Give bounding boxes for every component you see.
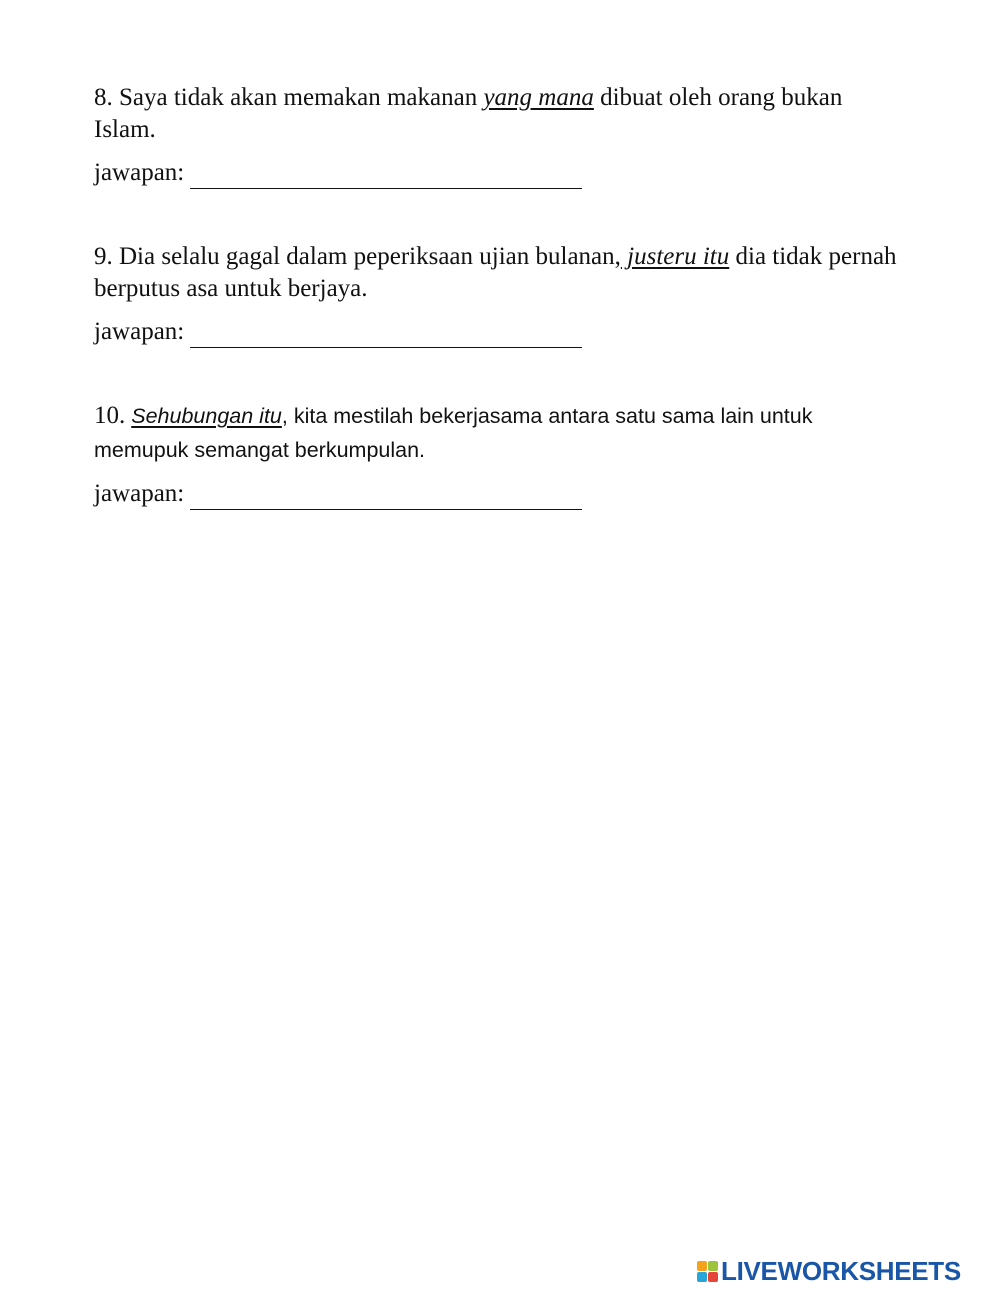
question-number: 8. — [94, 84, 113, 111]
logo-mark-icon — [697, 1261, 718, 1282]
logo-mark-tile — [708, 1272, 718, 1282]
logo-mark-tile — [697, 1261, 707, 1271]
highlighted-phrase: Sehubungan itu — [131, 404, 282, 428]
answer-field-10[interactable] — [190, 487, 582, 510]
answer-label: jawapan: — [94, 480, 185, 507]
question-text-after: dibuat oleh orang bukan Islam. — [94, 84, 843, 143]
answer-label: jawapan: — [94, 159, 185, 186]
answer-row-8 — [94, 157, 582, 189]
answer-field-8[interactable] — [190, 166, 582, 189]
question-8-text — [94, 82, 904, 146]
question-number: 10. — [94, 402, 126, 429]
answer-row-10 — [94, 478, 582, 510]
highlighted-phrase: yang mana — [483, 84, 594, 111]
question-text-after: , kita mestilah bekerjasama antara satu sama lain untuk memupuk semangat berkumpulan. — [94, 404, 813, 462]
question-text-before: Dia selalu gagal dalam peperiksaan ujian bulanan, — [112, 243, 621, 270]
question-10-text — [94, 399, 904, 467]
answer-row-9 — [94, 316, 582, 348]
answer-field-9[interactable] — [190, 325, 582, 348]
liveworksheets-logo — [697, 1256, 961, 1286]
question-number: 9. — [94, 243, 113, 270]
logo-text: LIVEWORKSHEETS — [721, 1255, 961, 1286]
logo-mark-tile — [697, 1272, 707, 1282]
logo-mark-tile — [708, 1261, 718, 1271]
highlighted-phrase: justeru itu — [620, 243, 730, 270]
answer-label: jawapan: — [94, 318, 185, 345]
question-text-after: dia tidak pernah berputus asa untuk berjaya. — [94, 243, 897, 302]
question-text-before: Saya tidak akan memakan makanan — [112, 84, 484, 111]
question-9-text — [94, 241, 904, 305]
